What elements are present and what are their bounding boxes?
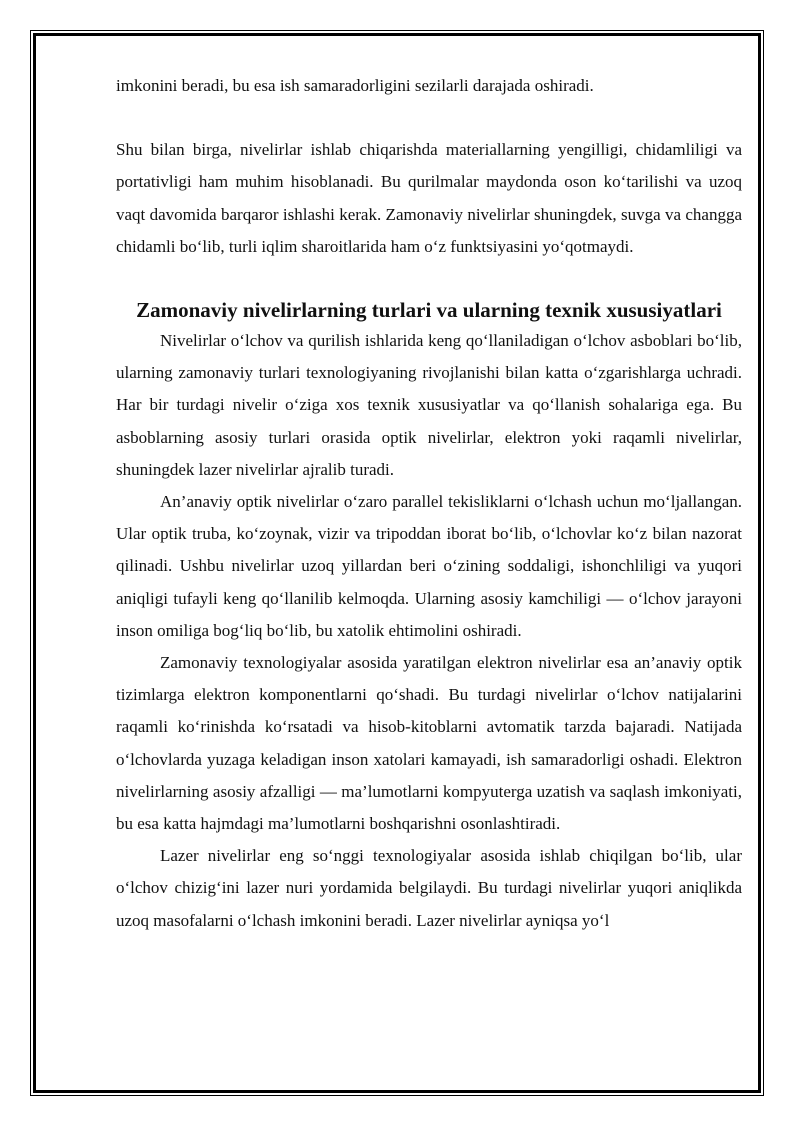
paragraph-laser: Lazer nivelirlar eng so‘nggi texnologiyalar asosida ishlab chiqilgan bo‘lib, ular o‘lchov chizig‘ini lazer nuri yordamida belgilaydi. Bu turdagi nivelirlar yuqori aniqlikda uzoq masofalarni o‘lchash imkonini beradi. Lazer nivelirlar ayniqsa yo‘l xyxy=(116,846,742,930)
paragraph-optical: An’anaviy optik nivelirlar o‘zaro parallel tekisliklarni o‘lchash uchun mo‘ljallangan. Ular optik truba, ko‘zoynak, vizir va tripoddan iborat bo‘lib, o‘lchovlar ko‘z bilan nazorat qilinadi. Ushbu nivelirlar uzoq yillardan beri o‘zining soddaligi, ishonchliligi va yuqori aniqligi tufayli keng qo‘llanilib kelmoqda. Ularning asosiy kamchiligi — o‘lchov jarayoni inson omiliga bog‘liq bo‘lib, bu xatolik ehtimolini oshiradi. xyxy=(116,492,742,640)
paragraph-materials: Shu bilan birga, nivelirlar ishlab chiqarishda materiallarning yengilligi, chidamliligi va portativligi ham muhim hisoblanadi. Bu qurilmalar maydonda oson ko‘tarilishi va uzoq vaqt davomida barqaror ishlashi kerak. Zamonaviy nivelirlar shuningdek, suvga va changga chidamli bo‘lib, turli iqlim sharoitlarida ham o‘z funktsiyasini yo‘qotmaydi. xyxy=(116,140,742,256)
paragraph-gap xyxy=(116,102,742,134)
paragraph-electronic: Zamonaviy texnologiyalar asosida yaratilgan elektron nivelirlar esa an’anaviy optik tizimlarga elektron komponentlarni qo‘shadi. Bu turdagi nivelirlar o‘lchov natijalarini raqamli ko‘rinishda ko‘rsatadi va hisob-kitoblarni avtomatik tarzda bajaradi. Natijada o‘lchovlarda yuzaga keladigan inson xatolari kamayadi, ish samaradorligi oshadi. Elektron nivelirlarning asosiy afzalligi — ma’lumotlarni kompyuterga uzatish va saqlash imkoniyati, bu esa katta hajmdagi ma’lumotlarni boshqarishni osonlashtiradi. xyxy=(116,653,742,834)
section-heading: Zamonaviy nivelirlarning turlari va ularning texnik xususiyatlari xyxy=(136,298,722,323)
paragraph-gap xyxy=(116,263,742,283)
paragraph-continued: imkonini beradi, bu esa ish samaradorligini sezilarli darajada oshiradi. xyxy=(116,76,594,95)
paragraph-intro: Nivelirlar o‘lchov va qurilish ishlarida keng qo‘llaniladigan o‘lchov asboblari bo‘lib, ularning zamonaviy turlari texnologiyaning rivojlanishi bilan katta o‘zgarishlarga uchradi. Har bir turdagi nivelir o‘ziga xos texnik xususiyatlar va qo‘llanish sohalariga ega. Bu asboblarning asosiy turlari orasida optik nivelirlar, elektron yoki raqamli nivelirlar, shuningdek lazer nivelirlar ajralib turadi. xyxy=(116,331,742,479)
document-body xyxy=(116,70,742,937)
